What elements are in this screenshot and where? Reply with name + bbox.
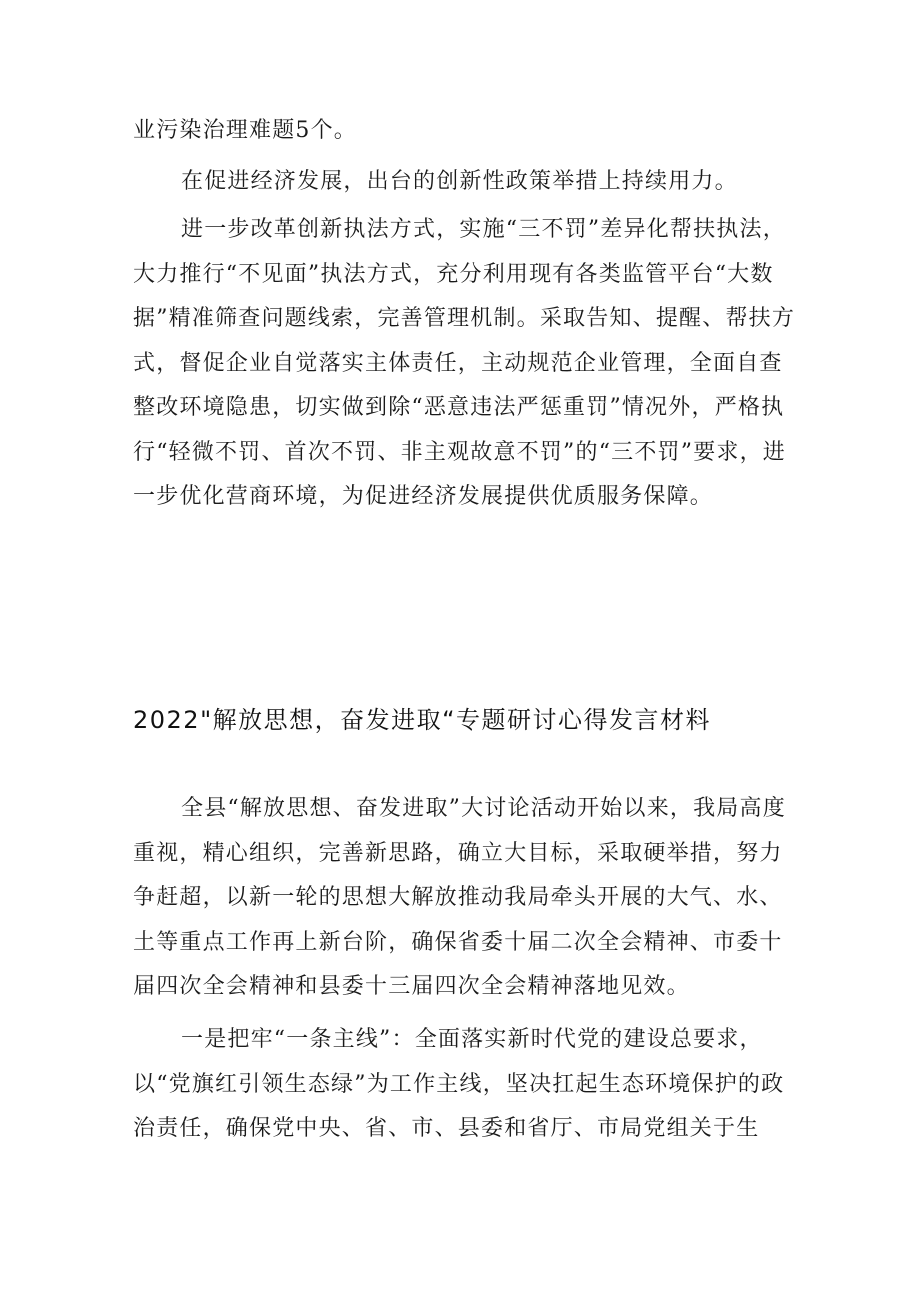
paragraph-point-one: 一是把牢“一条主线”：全面落实新时代党的建设总要求，以“党旗红引领生态绿”为工作主线，坚决扛起生态环境保护的政治责任，确保党中央、省、市、县委和省厅、市局党组关于生	[133, 1027, 785, 1141]
paragraph-intro: 全县“解放思想、奋发进取”大讨论活动开始以来，我局高度重视，精心组织，完善新思路，确立大目标，采取硬举措，努力争赶超，以新一轮的思想大解放推动我局牵头开展的大气、水、土等重点工作再上新台阶，确保省委十届二次全会精神、市委十届四次全会精神和县委十三届四次全会精神落地见效。	[133, 796, 786, 999]
section-title: 2022"解放思想，奋发进取“专题研讨心得发言材料	[133, 706, 712, 734]
paragraph-economic-development: 在促进经济发展，出台的创新性政策举措上持续用力。	[181, 169, 738, 194]
paragraph-continuation: 业污染治理难题5个。	[133, 118, 357, 143]
paragraph-enforcement-reform: 进一步改革创新执法方式，实施“三不罚”差异化帮扶执法，大力推行“不见面”执法方式，充分利用现有各类监管平台“大数据”精准筛查问题线索，完善管理机制。采取告知、提醒、帮扶方式，督促企业自觉落实主体责任，主动规范企业管理，全面自查整改环境隐患，切实做到除“恶意违法严惩重罚”情况外，严格执行“轻微不罚、首次不罚、非主观故意不罚”的“三不罚”要求，进一步优化营商环境，为促进经济发展提供优质服务保障。	[133, 217, 796, 509]
